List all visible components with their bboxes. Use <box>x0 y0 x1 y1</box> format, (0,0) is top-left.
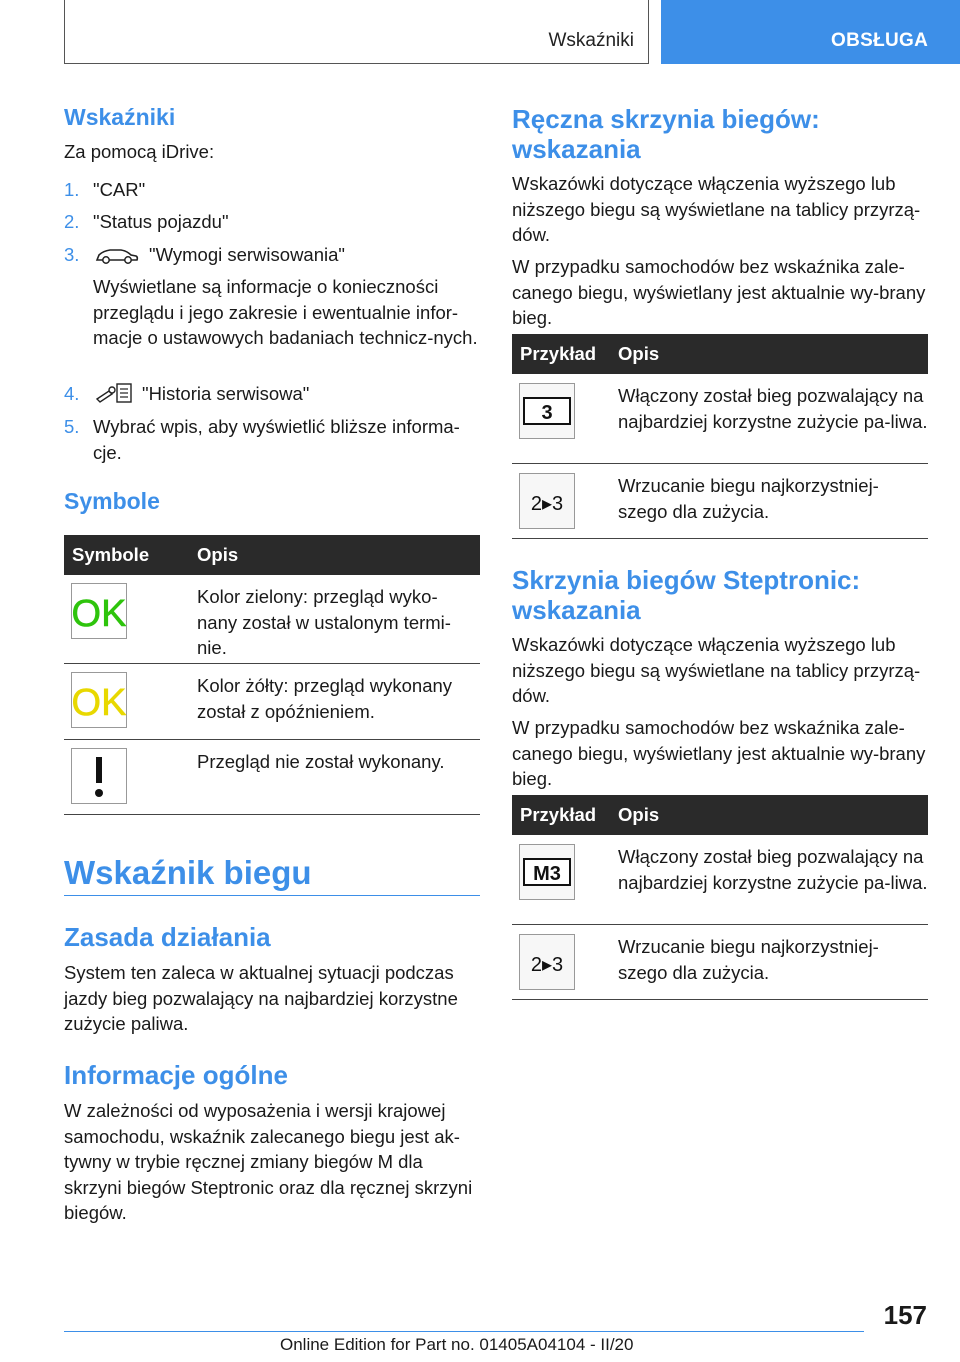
symbols-title: Symbole <box>64 488 160 514</box>
table-row <box>64 740 480 815</box>
page-number: 157 <box>883 1300 927 1330</box>
step-text: "CAR" <box>93 179 146 200</box>
steptronic-title: Skrzynia biegów Steptronic: wskazania <box>512 565 861 625</box>
gear-3-symbol <box>519 383 575 439</box>
step-3-detail: Wyświetlane są informacje o konieczności przeglądu i jego zakresie i ewentualnie infor-macje o ustawowych badaniach technicz-nych. <box>93 276 478 348</box>
column-header: Symbole <box>72 544 150 565</box>
manual-gearbox-title: Ręczna skrzynia biegów: wskazania <box>512 104 820 164</box>
general-info-text: W zależności od wyposażenia i wersji krajowej samochodu, wskaźnik zalecanego biegu jest ak-tywny w trybie ręcznej zmiany biegów M dla skrzyni biegów Steptronic oraz dla ręcznej skrzyni biegów. <box>64 1100 473 1223</box>
step-number: 1. <box>64 179 80 200</box>
ok-green-symbol <box>71 583 127 639</box>
step-number: 4. <box>64 383 80 404</box>
table-header <box>64 535 480 575</box>
gear-3-text: 3 <box>541 402 553 424</box>
gear-shift-2-to-3-symbol <box>519 934 575 990</box>
gear-indicator-title: Wskaźnik biegu <box>64 854 312 891</box>
column-header: Opis <box>618 343 660 364</box>
step-number: 3. <box>64 244 80 265</box>
car-icon <box>95 246 139 272</box>
gear-shift-text: 2▸3 <box>530 954 564 976</box>
exclamation-icon <box>71 748 127 804</box>
gear-shift-text: 2▸3 <box>530 493 564 515</box>
section-title-wskazniki: Wskaźniki <box>64 104 176 130</box>
table-row <box>512 464 928 539</box>
ok-yellow-symbol <box>71 672 127 728</box>
column-header: Opis <box>618 804 660 825</box>
gear-shift-2-to-3-symbol <box>519 473 575 529</box>
step-text: Wybrać wpis, aby wyświetlić bliższe informa-cje. <box>93 416 460 463</box>
service-history-icon <box>95 382 135 411</box>
section-divider <box>64 895 480 896</box>
symbol-description: Przegląd nie został wykonany. <box>197 751 445 772</box>
step-text: "Wymogi serwisowania" <box>149 244 345 265</box>
gear-m3-symbol <box>519 844 575 900</box>
manual-para-2: W przypadku samochodów bez wskaźnika zale-canego biegu, wyświetlany jest aktualnie wy-brany bieg. <box>512 256 926 328</box>
steptronic-para-2: W przypadku samochodów bez wskaźnika zale-canego biegu, wyświetlany jest aktualnie wy-brany bieg. <box>512 717 926 789</box>
manual-para-1: Wskazówki dotyczące włączenia wyższego lub niższego biegu są wyświetlane na tablicy przyrzą-dów. <box>512 173 921 245</box>
ok-yellow-text: OK <box>72 682 126 724</box>
step-number: 2. <box>64 211 80 232</box>
example-description: Włączony został bieg pozwalający na najbardziej korzystne zużycie pa-liwa. <box>618 385 928 432</box>
header-chapter-tab[interactable] <box>661 0 960 64</box>
intro-text: Za pomocą iDrive: <box>64 141 215 162</box>
table-row <box>64 575 480 664</box>
table-header <box>512 795 928 835</box>
general-info-title: Informacje ogólne <box>64 1060 288 1090</box>
table-row <box>512 374 928 464</box>
table-row <box>64 664 480 740</box>
symbol-description: Kolor żółty: przegląd wykonany został z opóźnieniem. <box>197 675 453 722</box>
header-chapter-title: OBSŁUGA <box>831 30 929 51</box>
step-number: 5. <box>64 416 80 437</box>
column-header: Przykład <box>520 804 597 825</box>
table-row <box>512 925 928 1000</box>
ok-green-text: OK <box>72 593 126 635</box>
header-section-box <box>64 0 649 64</box>
example-description: Wrzucanie biegu najkorzystniej-szego dla zużycia. <box>618 475 879 522</box>
step-text: "Historia serwisowa" <box>142 383 310 404</box>
column-header: Przykład <box>520 343 597 364</box>
principle-title: Zasada działania <box>64 922 271 952</box>
table-row <box>512 835 928 925</box>
example-description: Włączony został bieg pozwalający na najbardziej korzystne zużycie pa-liwa. <box>618 846 928 893</box>
footer-divider <box>64 1331 864 1332</box>
steptronic-para-1: Wskazówki dotyczące włączenia wyższego lub niższego biegu są wyświetlane na tablicy przyrzą-dów. <box>512 634 921 706</box>
column-header: Opis <box>197 544 239 565</box>
footer-edition: Online Edition for Part no. 01405A04104 - II/20 <box>280 1335 634 1354</box>
symbol-description: Kolor zielony: przegląd wyko-nany został w ustalonym termi-nie. <box>197 586 451 658</box>
example-description: Wrzucanie biegu najkorzystniej-szego dla zużycia. <box>618 936 879 983</box>
header-section-title: Wskaźniki <box>548 30 634 51</box>
gear-m3-text: M3 <box>533 863 561 885</box>
step-text: "Status pojazdu" <box>93 211 229 232</box>
table-header <box>512 334 928 374</box>
principle-text: System ten zaleca w aktualnej sytuacji podczas jazdy bieg pozwalający na najbardziej korzystne zużycie paliwa. <box>64 962 458 1034</box>
